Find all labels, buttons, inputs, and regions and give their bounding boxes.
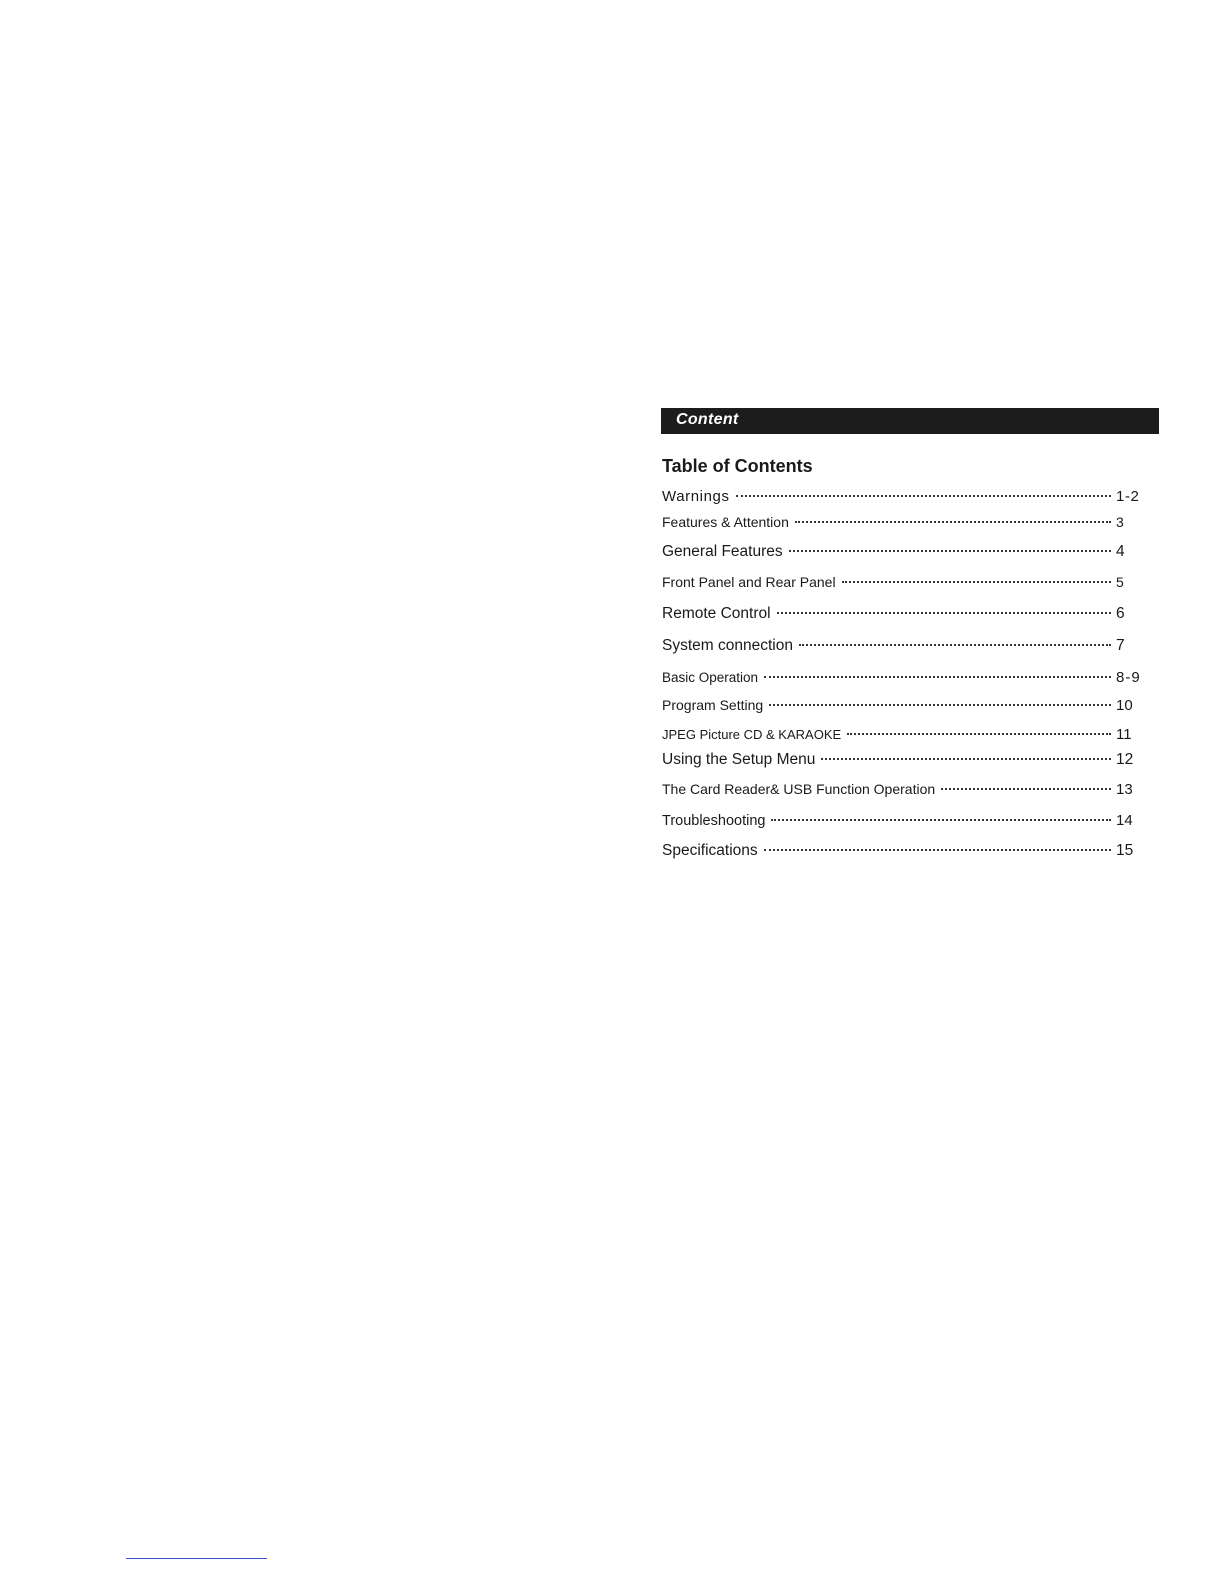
toc-entry-label: The Card Reader& USB Function Operation [662,781,936,797]
toc-dot-leader [799,644,1111,646]
toc-dot-leader [842,581,1111,583]
toc-entry-label: Features & Attention [662,514,789,530]
toc-entry-page: 14 [1116,812,1133,829]
toc-entry-setup-menu [662,751,1154,773]
toc-entry-page: 3 [1116,514,1124,530]
toc-entry-label: Using the Setup Menu [662,751,816,768]
toc-entry-jpeg-karaoke [662,726,1154,748]
toc-entry-front-rear-panel [662,574,1154,596]
toc-entry-page: 4 [1116,543,1125,560]
toc-entry-features-attention [662,514,1154,536]
toc-entry-page: 7 [1116,637,1125,654]
toc-entry-label: Basic Operation [662,670,759,685]
footer-rule [126,1558,267,1559]
toc-dot-leader [941,788,1111,790]
toc-dot-leader [789,550,1111,552]
toc-entry-general-features [662,543,1154,565]
toc-dot-leader [769,704,1111,706]
toc-entry-page: 5 [1116,574,1124,590]
toc-entry-label: Warnings [662,488,730,505]
toc-entry-warnings [662,488,1154,510]
toc-entry-program-setting [662,697,1154,719]
toc-entry-specifications [662,842,1154,864]
toc-entry-label: System connection [662,637,793,654]
section-header-bar [661,408,1159,434]
toc-entry-remote-control [662,605,1154,627]
toc-entry-page: 1-2 [1116,488,1140,505]
section-header-label: Content [676,411,739,428]
toc-entry-page: 10 [1116,697,1133,714]
toc-entry-basic-operation [662,669,1154,691]
toc-title: Table of Contents [662,456,813,476]
toc-dot-leader [736,495,1111,497]
toc-entry-label: General Features [662,543,783,560]
toc-entry-label: JPEG Picture CD & KARAOKE [662,727,842,742]
toc-entry-page: 11 [1116,726,1132,743]
toc-entry-card-reader-usb [662,781,1154,803]
toc-entry-label: Troubleshooting [662,813,766,829]
toc-entry-troubleshooting [662,812,1154,834]
toc-dot-leader [764,676,1111,678]
toc-dot-leader [764,849,1111,851]
toc-entry-page: 15 [1116,842,1134,859]
toc-dot-leader [847,733,1111,735]
toc-dot-leader [777,612,1111,614]
toc-entry-page: 6 [1116,605,1125,622]
toc-dot-leader [821,758,1111,760]
toc-entry-label: Front Panel and Rear Panel [662,574,836,590]
toc-entry-label: Specifications [662,842,758,859]
toc-dot-leader [771,819,1111,821]
toc-entry-page: 12 [1116,751,1134,768]
toc-entry-label: Remote Control [662,605,771,622]
toc-entry-page: 8-9 [1116,669,1141,686]
toc-entry-label: Program Setting [662,697,764,713]
toc-entry-page: 13 [1116,781,1133,798]
toc-dot-leader [795,521,1111,523]
toc-entry-system-connection [662,637,1154,659]
